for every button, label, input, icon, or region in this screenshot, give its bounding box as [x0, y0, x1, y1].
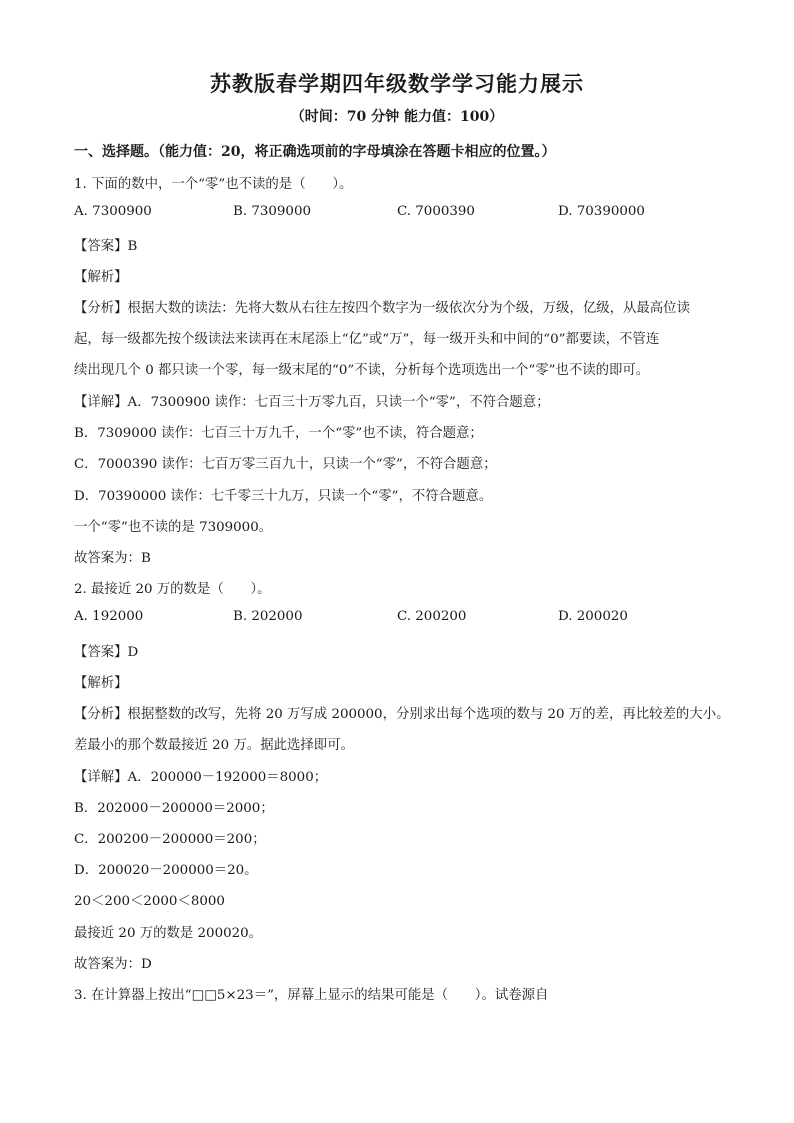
q2-option-a: A. 192000 [74, 609, 144, 624]
q1-option-d: D. 70390000 [558, 204, 645, 219]
q2-fenxi-line-2: 差最小的那个数最接近 20 万。据此选择即可。 [74, 738, 354, 753]
q2-comparison: 20＜200＜2000＜8000 [74, 894, 225, 909]
q1-detail-line-4: D．70390000 读作：七千零三十九万，只读一个“零”，不符合题意。 [74, 489, 493, 504]
q2-option-d: D. 200020 [558, 609, 628, 624]
q2-option-c: C. 200200 [397, 609, 467, 624]
section-heading: 一、选择题。（能力值：20，将正确选项前的字母填涂在答题卡相应的位置。） [74, 144, 556, 160]
page-subtitle: （时间：70 分钟 能力值：100） [290, 109, 504, 125]
q2-detail-line-2: B．202000－200000＝2000； [74, 801, 274, 816]
q2-final-answer: 故答案为：D [74, 957, 152, 972]
q2-detail-line-1: 【详解】A．200000－192000＝8000； [74, 770, 328, 785]
question-2-stem: 2. 最接近 20 万的数是（ ）。 [74, 582, 271, 597]
q1-option-b: B. 7309000 [233, 204, 311, 219]
page-title: 苏教版春学期四年级数学学习能力展示 [210, 71, 584, 96]
q1-fenxi-line-3: 续出现几个 0 都只读一个零，每一级末尾的“0”不读，分析每个选项选出一个“零”也不读的即可。 [74, 363, 650, 378]
q1-detail-line-2: B．7309000 读作：七百三十万九千，一个“零”也不读，符合题意； [74, 426, 483, 441]
q1-option-c: C. 7000390 [397, 204, 475, 219]
q1-answer: 【答案】B [74, 239, 138, 254]
q1-final-answer: 故答案为：B [74, 551, 151, 566]
q2-answer: 【答案】D [74, 645, 139, 660]
q2-option-b: B. 202000 [233, 609, 303, 624]
q2-detail-line-3: C．200200－200000＝200； [74, 832, 266, 847]
question-1-stem: 1. 下面的数中，一个“零”也不读的是（ ）。 [74, 177, 353, 192]
q2-analysis-tag: 【解析】 [74, 676, 128, 691]
q1-detail-line-1: 【详解】A．7300900 读作：七百三十万零九百，只读一个“零”，不符合题意； [74, 395, 550, 410]
q2-detail-line-4: D．200020－200000＝20。 [74, 863, 258, 878]
q1-option-a: A. 7300900 [74, 204, 152, 219]
q1-analysis-tag: 【解析】 [74, 270, 128, 285]
q1-fenxi-line-2: 起，每一级都先按个级读法来读再在末尾添上“亿”或“万”，每一级开头和中间的“0”都要读，不管连 [74, 332, 660, 347]
q1-detail-line-3: C．7000390 读作：七百万零三百九十，只读一个“零”，不符合题意； [74, 457, 497, 472]
question-3-stem: 3. 在计算器上按出“□□5×23＝”，屏幕上显示的结果可能是（ ）。试卷源自 [74, 988, 549, 1003]
q1-conclusion: 一个“零”也不读的是 7309000。 [74, 520, 273, 535]
q2-conclusion: 最接近 20 万的数是 200020。 [74, 926, 263, 941]
q2-fenxi-line-1: 【分析】根据整数的改写，先将 20 万写成 200000，分别求出每个选项的数与 20 万的差，再比较差的大小。 [74, 707, 730, 722]
q1-fenxi-line-1: 【分析】根据大数的读法：先将大数从右往左按四个数字为一级依次分为个级，万级，亿级，从最高位读 [74, 301, 690, 316]
